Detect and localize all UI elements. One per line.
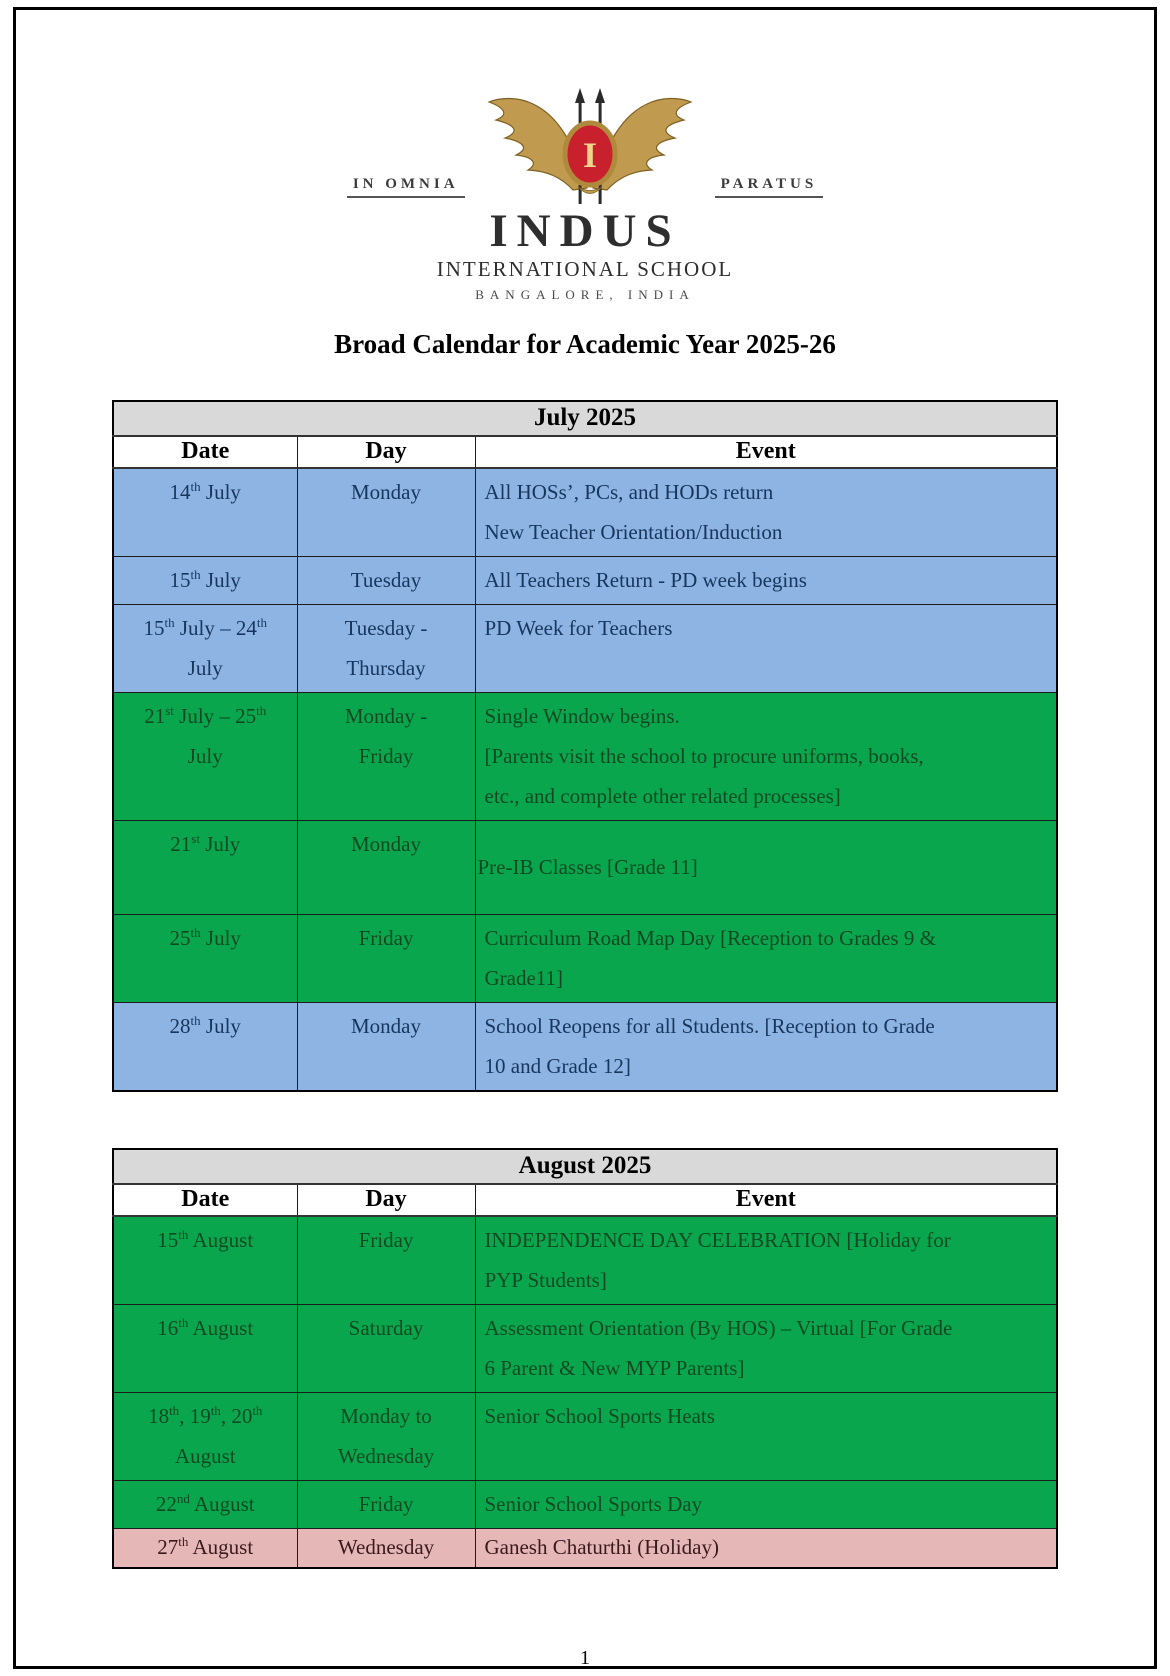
- date-cell: [113, 915, 297, 1003]
- cell-text-line: Assessment Orientation (By HOS) – Virtual [For Grade: [484, 1316, 953, 1341]
- calendar-row: [113, 915, 1057, 1003]
- event-cell: [475, 468, 1057, 557]
- day-cell: [297, 1305, 475, 1393]
- date-cell: [113, 1305, 297, 1393]
- calendar-row: [113, 821, 1057, 915]
- column-header-date: Date: [113, 1184, 297, 1216]
- ordinal-superscript: th: [190, 479, 201, 495]
- date-cell: [113, 1481, 297, 1529]
- event-cell: [475, 1393, 1057, 1481]
- cell-text-line: 22nd August: [155, 1491, 255, 1517]
- date-cell: [113, 1393, 297, 1481]
- ordinal-superscript: th: [210, 1403, 221, 1419]
- motto-left-label: IN OMNIA: [347, 176, 465, 198]
- cell-text-line: Wednesday: [337, 1535, 435, 1560]
- day-cell: [297, 468, 475, 557]
- ordinal-superscript: th: [256, 703, 267, 719]
- school-name: INDUS: [489, 205, 681, 257]
- month-title: August 2025: [113, 1149, 1057, 1184]
- cell-text-line: Thursday: [346, 656, 426, 681]
- cell-text-line: 21st July: [170, 831, 241, 857]
- cell-text-line: Monday: [351, 1014, 421, 1039]
- date-cell: [113, 1003, 297, 1092]
- cell-text-line: Monday: [351, 832, 421, 857]
- calendar-row: [113, 1216, 1057, 1305]
- ordinal-superscript: th: [178, 1534, 189, 1550]
- ordinal-superscript: th: [178, 1315, 189, 1331]
- ordinal-superscript: th: [169, 1403, 180, 1419]
- month-table: [112, 400, 1058, 1092]
- cell-text-line: Monday -: [344, 704, 428, 729]
- cell-text-line: 15th July: [169, 567, 241, 593]
- cell-text-line: School Reopens for all Students. [Reception to Grade: [484, 1014, 935, 1039]
- column-header-event: Event: [475, 436, 1057, 468]
- cell-text-line: Monday to: [340, 1404, 432, 1429]
- cell-text-line: PYP Students]: [484, 1268, 607, 1293]
- cell-text-line: Wednesday: [337, 1444, 435, 1469]
- ordinal-superscript: th: [190, 925, 201, 941]
- motto-right-label: PARATUS: [715, 176, 824, 198]
- event-cell: [475, 693, 1057, 821]
- cell-text-line: Tuesday: [350, 568, 422, 593]
- month-table: [112, 1148, 1058, 1569]
- column-header-event: Event: [475, 1184, 1057, 1216]
- calendar-row: [113, 557, 1057, 605]
- event-cell: [475, 557, 1057, 605]
- column-header-row: [113, 1184, 1057, 1216]
- calendar-row: [113, 693, 1057, 821]
- day-cell: [297, 557, 475, 605]
- calendar-row: [113, 605, 1057, 693]
- winged-crest-with-spears-icon: [475, 88, 705, 214]
- cell-text-line: 27th August: [157, 1534, 254, 1560]
- day-cell: [297, 1481, 475, 1529]
- cell-text-line: Single Window begins.: [484, 704, 680, 729]
- event-cell: [475, 605, 1057, 693]
- cell-text-line: Tuesday -: [344, 616, 428, 641]
- cell-text-line: Curriculum Road Map Day [Reception to Grades 9 &: [484, 926, 936, 951]
- column-header-date: Date: [113, 436, 297, 468]
- calendar-row: [113, 1393, 1057, 1481]
- calendar-row: [113, 1529, 1057, 1569]
- cell-text-line: 28th July: [169, 1013, 241, 1039]
- cell-text-line: 25th July: [169, 925, 241, 951]
- day-cell: [297, 1216, 475, 1305]
- ordinal-superscript: nd: [176, 1491, 190, 1507]
- cell-text-line: Friday: [358, 1228, 414, 1253]
- cell-text-line: [Parents visit the school to procure uniforms, books,: [484, 744, 924, 769]
- day-cell: [297, 1003, 475, 1092]
- event-cell: [475, 915, 1057, 1003]
- calendar-row: [113, 468, 1057, 557]
- cell-text-line: 15th August: [157, 1227, 254, 1253]
- cell-text-line: August: [174, 1444, 236, 1469]
- date-cell: [113, 1529, 297, 1569]
- school-logo: [265, 88, 905, 303]
- month-title: July 2025: [113, 401, 1057, 436]
- calendar-tables: [112, 400, 1056, 1569]
- cell-text-line: 18th, 19th, 20th: [148, 1403, 263, 1429]
- cell-text-line: 16th August: [157, 1315, 254, 1341]
- day-cell: [297, 605, 475, 693]
- cell-text-line: Pre-IB Classes [Grade 11]: [477, 855, 698, 880]
- cell-text-line: Senior School Sports Heats: [484, 1404, 715, 1429]
- month-header-row: [113, 1149, 1057, 1184]
- date-cell: [113, 468, 297, 557]
- cell-text-line: Friday: [358, 926, 414, 951]
- day-cell: [297, 915, 475, 1003]
- cell-text-line: Friday: [358, 1492, 414, 1517]
- cell-text-line: PD Week for Teachers: [484, 616, 673, 641]
- ordinal-superscript: th: [178, 1227, 189, 1243]
- cell-text-line: Senior School Sports Day: [484, 1492, 703, 1517]
- cell-text-line: 21st July – 25th: [144, 703, 267, 729]
- calendar-row: [113, 1481, 1057, 1529]
- day-cell: [297, 821, 475, 915]
- date-cell: [113, 693, 297, 821]
- column-header-day: Day: [297, 1184, 475, 1216]
- cell-text-line: etc., and complete other related processes]: [484, 784, 841, 809]
- cell-text-line: Ganesh Chaturthi (Holiday): [484, 1535, 719, 1560]
- event-cell: [475, 821, 1057, 915]
- cell-text-line: INDEPENDENCE DAY CELEBRATION [Holiday for: [484, 1228, 951, 1253]
- cell-text-line: Friday: [358, 744, 414, 769]
- ordinal-superscript: st: [165, 703, 174, 719]
- cell-text-line: Monday: [351, 480, 421, 505]
- document-title: Broad Calendar for Academic Year 2025-26: [334, 329, 836, 360]
- school-location: BANGALORE, INDIA: [475, 287, 695, 303]
- column-header-row: [113, 436, 1057, 468]
- date-cell: [113, 605, 297, 693]
- month-header-row: [113, 401, 1057, 436]
- day-cell: [297, 693, 475, 821]
- cell-text-line: 6 Parent & New MYP Parents]: [484, 1356, 745, 1381]
- cell-text-line: July: [187, 744, 223, 769]
- day-cell: [297, 1529, 475, 1569]
- cell-text-line: Grade11]: [484, 966, 564, 991]
- column-header-day: Day: [297, 436, 475, 468]
- page-number: 1: [580, 1647, 590, 1670]
- calendar-row: [113, 1003, 1057, 1092]
- ordinal-superscript: th: [252, 1403, 263, 1419]
- event-cell: [475, 1216, 1057, 1305]
- ordinal-superscript: st: [191, 831, 200, 847]
- school-subtitle: INTERNATIONAL SCHOOL: [436, 257, 734, 281]
- cell-text-line: New Teacher Orientation/Induction: [484, 520, 783, 545]
- ordinal-superscript: th: [164, 615, 175, 631]
- day-cell: [297, 1393, 475, 1481]
- svg-text:I: I: [582, 135, 597, 175]
- event-cell: [475, 1529, 1057, 1569]
- cell-text-line: 15th July – 24th: [143, 615, 267, 641]
- date-cell: [113, 1216, 297, 1305]
- date-cell: [113, 557, 297, 605]
- calendar-row: [113, 1305, 1057, 1393]
- ordinal-superscript: th: [190, 1013, 201, 1029]
- cell-text-line: All Teachers Return - PD week begins: [484, 568, 807, 593]
- cell-text-line: Saturday: [348, 1316, 424, 1341]
- date-cell: [113, 821, 297, 915]
- cell-text-line: All HOSs’, PCs, and HODs return: [484, 480, 774, 505]
- event-cell: [475, 1003, 1057, 1092]
- ordinal-superscript: th: [190, 567, 201, 583]
- event-cell: [475, 1305, 1057, 1393]
- event-cell: [475, 1481, 1057, 1529]
- cell-text-line: July: [187, 656, 223, 681]
- ordinal-superscript: th: [256, 615, 267, 631]
- cell-text-line: 14th July: [169, 479, 241, 505]
- cell-text-line: 10 and Grade 12]: [484, 1054, 631, 1079]
